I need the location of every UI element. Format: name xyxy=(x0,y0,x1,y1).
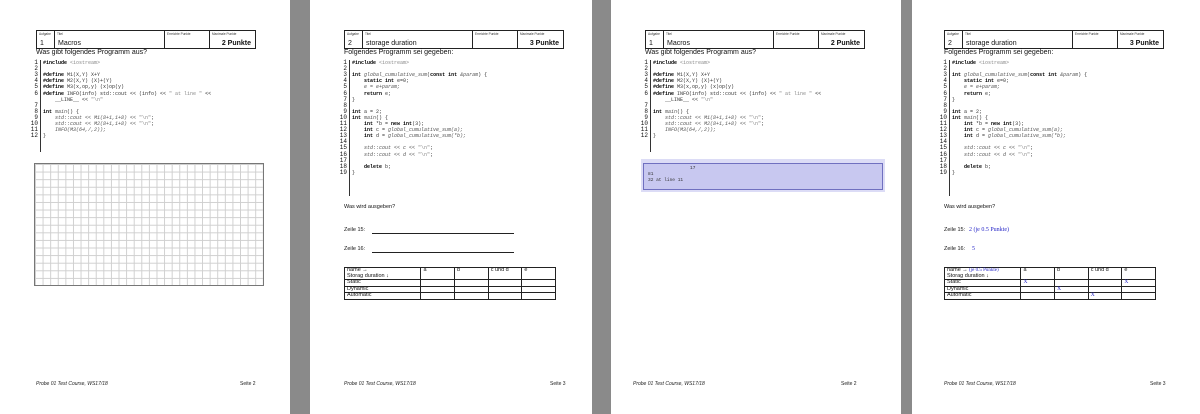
line-number: 10 xyxy=(640,120,648,127)
line-number: 12 xyxy=(30,132,38,140)
output-question: Was wird ausgeben? xyxy=(344,204,396,210)
line-number: 11 xyxy=(30,126,38,134)
code-line: std::cout << d << "\n"; xyxy=(964,151,1034,158)
line-number: 4 xyxy=(34,77,38,85)
task-question: Was gibt folgendes Programm aus? xyxy=(36,49,148,56)
row-label: Dynamic xyxy=(945,286,1021,293)
code-line: __LINE__ << "\n" xyxy=(653,96,714,103)
code-line: int a = 2; xyxy=(352,108,383,115)
table-cell[interactable] xyxy=(522,293,556,300)
code-line: #define M1(X,Y) X+Y xyxy=(43,72,101,79)
line-number: 5 xyxy=(34,83,38,91)
code-line: INFO(M3(64,/,2)); xyxy=(55,127,107,134)
code-line: #define INFO(info) std::cout << (info) << " at line " << xyxy=(43,90,212,97)
table-header-label: name → (je 0.5 Punkte) Storag duration ↓ xyxy=(945,268,1021,280)
task-question: Folgendes Programm sei gegeben: xyxy=(344,49,454,56)
code-line: std::cout << d << "\n"; xyxy=(364,151,434,158)
line-number: 16 xyxy=(339,150,347,158)
line-number: 11 xyxy=(939,120,947,127)
code-line: std::cout << M1(8+1,1+8) << "\n"; xyxy=(55,114,155,121)
table-cell[interactable] xyxy=(488,293,522,300)
task-points: 2 Punkte xyxy=(830,40,860,47)
task-question: Folgendes Programm sei gegeben: xyxy=(944,49,1054,56)
page-2-storage-exam xyxy=(310,0,592,414)
line-number: 6 xyxy=(943,89,947,97)
task-points: 3 Punkte xyxy=(529,40,559,47)
table-cell xyxy=(1021,293,1055,300)
line-number: 3 xyxy=(943,71,947,79)
line16-answer-field[interactable] xyxy=(372,252,514,253)
line-number: 4 xyxy=(644,77,648,85)
output-line-3: 32 at line 11 xyxy=(648,178,684,183)
line-number: 18 xyxy=(939,162,947,170)
output-question: Was wird ausgeben? xyxy=(944,204,996,210)
code-line: std::cout << M2(8+1,1+8) << "\n"; xyxy=(665,121,765,127)
code-line: } xyxy=(43,133,47,140)
page-3-macros-solution xyxy=(611,0,901,414)
points-hint: (je 0.5 Punkte) xyxy=(967,268,999,273)
output-line-2: 81 xyxy=(648,172,654,177)
code-line: delete b; xyxy=(364,163,392,170)
line-number: 16 xyxy=(939,150,947,158)
line-number: 7 xyxy=(644,101,648,109)
line-number: 2 xyxy=(34,65,38,73)
task-title: storage duration xyxy=(966,40,1017,47)
line-number: 19 xyxy=(939,168,947,176)
storage-duration-table xyxy=(344,267,556,300)
line-number: 12 xyxy=(339,126,347,134)
line-number: 7 xyxy=(34,101,38,109)
table-cell: X xyxy=(1088,293,1122,300)
table-cell: X xyxy=(1021,280,1055,287)
footer-course: Probe 01 Test Course, WS17/18 xyxy=(36,381,108,387)
line-number: 6 xyxy=(343,89,347,97)
code-line: std::cout << M2(8+1,1+8) << "\n"; xyxy=(55,121,155,127)
line-number: 1 xyxy=(34,59,38,66)
code-line: #define M2(X,Y) (X)+(Y) xyxy=(653,78,723,85)
code-line: int d = global_cumulative_sum(*b); xyxy=(964,133,1067,140)
code-line: return e; xyxy=(964,90,992,97)
line-number: 1 xyxy=(943,59,947,66)
code-listing xyxy=(938,60,1178,196)
line15-label: Zeile 15: xyxy=(344,227,366,233)
line-number: 5 xyxy=(644,83,648,91)
line-number: 4 xyxy=(343,77,347,85)
table-row xyxy=(945,293,1156,300)
code-line: #include <iostream> xyxy=(352,60,410,66)
line-number: 8 xyxy=(34,107,38,115)
code-line: static int e=0; xyxy=(964,78,1010,85)
table-cell[interactable] xyxy=(421,293,455,300)
code-gutter-line xyxy=(40,60,41,152)
code-line: std::cout << c << "\n"; xyxy=(964,145,1034,152)
code-line: int d = global_cumulative_sum(*b); xyxy=(364,133,467,140)
table-cell: X xyxy=(1122,280,1156,287)
code-line: int main() { xyxy=(352,114,389,121)
code-line: int *b = new int(3); xyxy=(364,121,425,127)
solution-output-box xyxy=(643,163,883,190)
storage-duration-table xyxy=(944,267,1156,300)
task-question: Was gibt folgendes Programm aus? xyxy=(645,49,757,56)
line-number: 9 xyxy=(343,107,347,115)
line-number: 13 xyxy=(939,132,947,140)
code-listing xyxy=(29,60,269,152)
task-number: 2 xyxy=(948,40,952,47)
line-number: 6 xyxy=(644,89,648,97)
line16-label: Zeile 16: xyxy=(344,246,366,252)
code-line: int *b = new int(3); xyxy=(964,121,1025,127)
line-number: 14 xyxy=(939,138,947,146)
line-number: 15 xyxy=(939,144,947,152)
row-label: Dynamic xyxy=(345,286,421,293)
code-listing xyxy=(639,60,879,152)
code-gutter-line xyxy=(949,60,950,196)
line-number: 3 xyxy=(343,71,347,79)
line-number: 10 xyxy=(339,113,347,121)
task-number: 1 xyxy=(649,40,653,47)
line15-solution: 2 (je 0.5 Punkte) xyxy=(969,227,1009,233)
line15-label: Zeile 15: xyxy=(944,227,966,233)
code-line: int c = global_cumulative_sum(a); xyxy=(364,127,464,134)
task-header: Aufgabe 2 Titel storage duration Erreichte Punkte Maximale Punkte 3 Punkte xyxy=(944,30,1164,49)
table-column-header: b xyxy=(455,268,489,280)
line-number: 3 xyxy=(644,71,648,79)
line-number: 3 xyxy=(34,71,38,79)
footer-page: Seite 2 xyxy=(240,381,256,387)
task-title: Macros xyxy=(58,40,81,47)
line-number: 9 xyxy=(943,107,947,115)
table-header-label: name → Storag duration ↓ xyxy=(345,268,421,280)
line-number: 7 xyxy=(943,95,947,103)
task-header: Aufgabe 2 Titel storage duration Erreichte Punkte Maximale Punkte 3 Punkte xyxy=(344,30,564,49)
code-line: return e; xyxy=(364,90,392,97)
task-points: 3 Punkte xyxy=(1129,40,1159,47)
code-line: #define M3(x,op,y) (x)op(y) xyxy=(653,84,735,91)
line-number: 12 xyxy=(939,126,947,134)
line-number: 9 xyxy=(644,113,648,121)
line-number: 6 xyxy=(34,89,38,97)
line15-answer-field[interactable] xyxy=(372,233,514,234)
output-line-1: 17 xyxy=(690,166,696,171)
code-line: #include <iostream> xyxy=(43,60,101,66)
table-column-header: a xyxy=(1021,268,1055,280)
code-line: delete b; xyxy=(964,163,992,170)
code-line: #define M3(x,op,y) (x)op(y) xyxy=(43,84,125,91)
page-1-macros-exam xyxy=(0,0,290,414)
row-label: Automatic xyxy=(345,293,421,300)
table-cell: X xyxy=(1055,286,1089,293)
line-number: 5 xyxy=(943,83,947,91)
line-number: 11 xyxy=(339,120,347,127)
code-line: int main() { xyxy=(952,114,989,121)
footer-course: Probe 01 Test Course, WS17/18 xyxy=(633,381,705,387)
table-column-header: e xyxy=(1122,268,1156,280)
table-column-header: c und d xyxy=(488,268,522,280)
table-column-header: b xyxy=(1055,268,1089,280)
row-label: Automatic xyxy=(945,293,1021,300)
task-header: Aufgabe 1 Titel Macros Erreichte Punkte Maximale Punkte 2 Punkte xyxy=(36,30,256,49)
line-number: 1 xyxy=(343,59,347,66)
task-number: 2 xyxy=(348,40,352,47)
row-label: Static xyxy=(345,280,421,287)
code-line: #define M2(X,Y) (X)+(Y) xyxy=(43,78,113,85)
code-gutter-line xyxy=(349,60,350,196)
page-4-storage-solution xyxy=(912,0,1200,414)
footer-page: Seite 3 xyxy=(1150,381,1166,387)
table-cell xyxy=(1055,293,1089,300)
line-number: 8 xyxy=(943,101,947,109)
line-number: 1 xyxy=(644,59,648,66)
line-number: 8 xyxy=(343,101,347,109)
line-number: 7 xyxy=(343,95,347,103)
footer-page: Seite 2 xyxy=(841,381,857,387)
code-line: int c = global_cumulative_sum(a); xyxy=(964,127,1064,134)
code-line: int global_cumulative_sum(const int &param) { xyxy=(352,72,488,79)
code-line: } xyxy=(352,169,356,176)
table-column-header: c und d xyxy=(1088,268,1122,280)
line-number: 5 xyxy=(343,83,347,91)
line-number: 15 xyxy=(339,144,347,152)
code-line: } xyxy=(952,96,956,103)
line-number: 8 xyxy=(644,107,648,115)
line-number: 2 xyxy=(644,65,648,73)
line16-solution: 5 xyxy=(972,246,975,252)
code-gutter-line xyxy=(650,60,651,152)
answer-grid[interactable] xyxy=(34,163,264,286)
code-line: #define INFO(info) std::cout << (info) << " at line " << xyxy=(653,90,822,97)
task-number: 1 xyxy=(40,40,44,47)
code-line: int main() { xyxy=(653,108,690,115)
code-line: static int e=0; xyxy=(364,78,410,85)
line-number: 14 xyxy=(339,138,347,146)
table-row xyxy=(345,293,556,300)
line-number: 10 xyxy=(30,120,38,127)
line-number: 19 xyxy=(339,168,347,176)
line-number: 12 xyxy=(640,132,648,140)
line-number: 9 xyxy=(34,113,38,121)
code-line: e = e+param; xyxy=(964,84,1001,91)
footer-course: Probe 01 Test Course, WS17/18 xyxy=(944,381,1016,387)
line-number: 11 xyxy=(640,126,648,134)
line-number: 10 xyxy=(939,113,947,121)
code-line: #include <iostream> xyxy=(653,60,711,66)
code-listing xyxy=(338,60,578,196)
code-line: int main() { xyxy=(43,108,80,115)
row-label: Static xyxy=(945,280,1021,287)
line16-label: Zeile 16: xyxy=(944,246,966,252)
code-line: int global_cumulative_sum(const int &param) { xyxy=(952,72,1088,79)
table-cell[interactable] xyxy=(455,293,489,300)
table-column-header: a xyxy=(421,268,455,280)
table-cell xyxy=(1122,293,1156,300)
line-number: 4 xyxy=(943,77,947,85)
task-header: Aufgabe 1 Titel Macros Erreichte Punkte Maximale Punkte 2 Punkte xyxy=(645,30,865,49)
line-number: 17 xyxy=(939,156,947,164)
code-line: __LINE__ << "\n" xyxy=(43,96,104,103)
code-line: } xyxy=(952,169,956,176)
code-line: e = e+param; xyxy=(364,84,401,91)
task-points: 2 Punkte xyxy=(221,40,251,47)
code-line: INFO(M3(64,/,2)); xyxy=(665,127,717,134)
code-line: #include <iostream> xyxy=(952,60,1010,66)
footer-page: Seite 3 xyxy=(550,381,566,387)
task-title: storage duration xyxy=(366,40,417,47)
line-number: 13 xyxy=(339,132,347,140)
line-number: 2 xyxy=(943,65,947,73)
code-line: int a = 2; xyxy=(952,108,983,115)
line-number: 2 xyxy=(343,65,347,73)
table-column-header: e xyxy=(522,268,556,280)
line-number: 17 xyxy=(339,156,347,164)
code-line: std::cout << c << "\n"; xyxy=(364,145,434,152)
task-title: Macros xyxy=(667,40,690,47)
code-line: #define M1(X,Y) X+Y xyxy=(653,72,711,79)
code-line: } xyxy=(653,133,657,140)
line-number: 18 xyxy=(339,162,347,170)
code-line: } xyxy=(352,96,356,103)
code-line: std::cout << M1(8+1,1+8) << "\n"; xyxy=(665,114,765,121)
footer-course: Probe 01 Test Course, WS17/18 xyxy=(344,381,416,387)
